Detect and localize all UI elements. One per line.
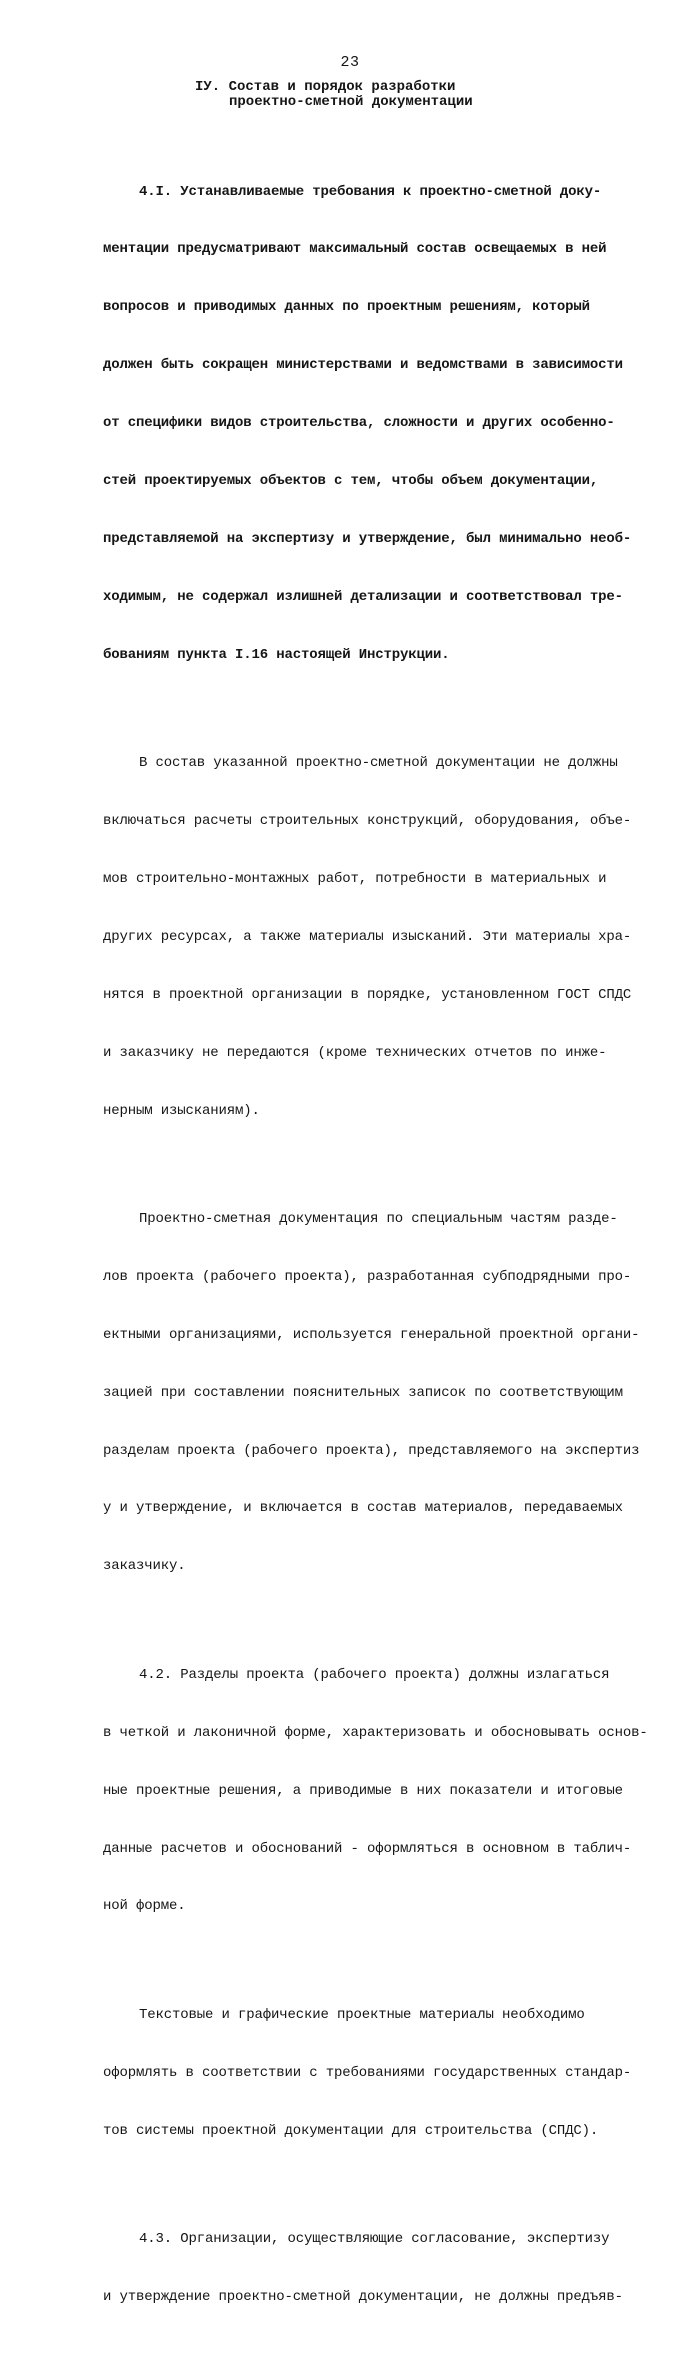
section-heading <box>195 80 473 110</box>
body-text <box>103 144 648 2358</box>
text-line: заказчику. <box>103 1558 186 1575</box>
section-heading-line-2: проектно-сметной документации <box>229 94 473 110</box>
text-line: нятся в проектной организации в порядке, установленном ГОСТ СПДС <box>103 986 632 1003</box>
text-line: представляемой на экспертизу и утверждение, был минимально необ- <box>103 530 632 547</box>
paragraph-4-2 <box>103 1627 648 1955</box>
paragraph-special-parts <box>103 1171 640 1615</box>
text-line: и утверждение проектно-сметной документации, не должны предъяв- <box>103 2289 623 2306</box>
text-line: ходимым, не содержал излишней детализации и соответствовал тре- <box>103 588 623 605</box>
text-line: мов строительно-монтажных работ, потребности в материальных и <box>103 870 607 887</box>
text-line: ментации предусматривают максимальный состав освещаемых в ней <box>103 241 607 258</box>
text-line: у и утверждение, и включается в состав материалов, передаваемых <box>103 1500 623 1517</box>
text-line: Текстовые и графические проектные материалы необходимо <box>139 2006 585 2023</box>
text-line: В состав указанной проектно-сметной документации не должны <box>139 755 618 772</box>
text-line: стей проектируемых объектов с тем, чтобы объем документации, <box>103 473 599 490</box>
text-line: лов проекта (рабочего проекта), разработанная субподрядными про- <box>103 1268 632 1285</box>
text-line: 4.I. Устанавливаемые требования к проектно-сметной доку- <box>139 183 602 200</box>
text-line: должен быть сокращен министерствами и ведомствами в зависимости <box>103 357 623 374</box>
text-line: в четкой и лаконичной форме, характеризовать и обосновывать основ- <box>103 1724 648 1741</box>
paragraph-4-3 <box>103 2192 623 2346</box>
page-number: 23 <box>340 54 360 71</box>
text-line: зацией при составлении пояснительных записок по соответствующим <box>103 1384 623 1401</box>
text-line: данные расчетов и обоснований - оформляться в основном в таблич- <box>103 1840 632 1857</box>
section-heading-line-1: IУ. Состав и порядок разработки <box>195 79 456 95</box>
text-line: вопросов и приводимых данных по проектным решениям, который <box>103 299 590 316</box>
text-line: и заказчику не передаются (кроме технических отчетов по инже- <box>103 1044 607 1061</box>
text-line: бованиям пункта I.16 настоящей Инструкции. <box>103 646 450 663</box>
text-line: 4.2. Разделы проекта (рабочего проекта) должны излагаться <box>139 1666 610 1683</box>
text-line: ные проектные решения, а приводимые в них показатели и итоговые <box>103 1782 623 1799</box>
text-line: разделам проекта (рабочего проекта), представляемого на экспертиз <box>103 1442 640 1459</box>
text-line: ной форме. <box>103 1898 186 1915</box>
paragraph-text-materials <box>103 1967 632 2179</box>
text-line: нерным изысканиям). <box>103 1102 260 1119</box>
text-line: тов системы проектной документации для строительства (СПДС). <box>103 2122 599 2139</box>
paragraph-composition <box>103 716 632 1160</box>
text-line: других ресурсах, а также материалы изысканий. Эти материалы хра- <box>103 928 632 945</box>
text-line: включаться расчеты строительных конструкций, оборудования, объе- <box>103 813 632 830</box>
text-line: ектными организациями, используется генеральной проектной органи- <box>103 1326 640 1343</box>
text-line: оформлять в соответствии с требованиями государственных стандар- <box>103 2064 632 2081</box>
text-line: Проектно-сметная документация по специальным частям разде- <box>139 1211 618 1228</box>
paragraph-4-1 <box>103 144 632 704</box>
text-line: от специфики видов строительства, сложности и других особенно- <box>103 415 615 432</box>
text-line: 4.3. Организации, осуществляющие согласование, экспертизу <box>139 2231 610 2248</box>
